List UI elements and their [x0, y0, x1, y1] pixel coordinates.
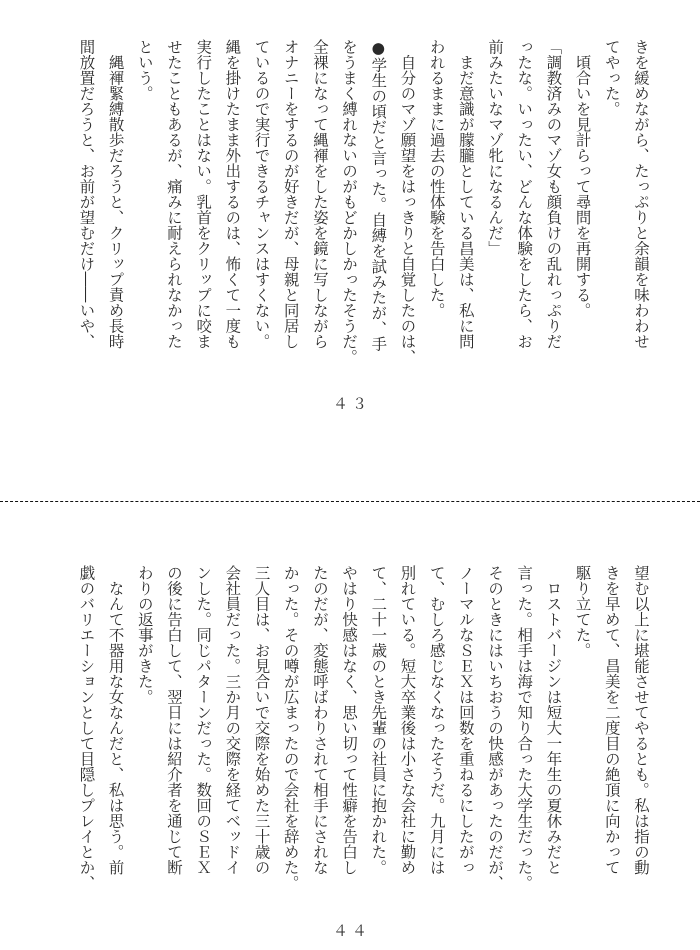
page-number: ４３ [332, 395, 371, 413]
page-number: ４４ [332, 922, 371, 940]
text-line: 縄を掛けたまま外出するのは、怖くて一度も [223, 39, 242, 349]
text-line: きを緩めながら、たっぷりと余韻を味わわせ [632, 39, 650, 349]
text-line: てやった。 [602, 39, 621, 117]
text-line: やはり快感はなく、思い切って性癖を告白し [340, 565, 359, 875]
text-line: かった。その噂が広まったので会社を辞めた。 [281, 565, 300, 891]
page-44 [0, 525, 700, 950]
text-line: 頃合いを見計らって尋問を再開する。 [573, 39, 592, 318]
text-line: ンした。同じパターンだった。数回のＳＥＸ [194, 565, 213, 875]
text-line: なんて不器用な女なんだと、私は思う。前 [106, 565, 125, 875]
text-line: 会社員だった。三か月の交際を経てベッドイ [223, 565, 242, 875]
text-line: 別れている。短大卒業後は小さな会社に勤め [398, 565, 417, 875]
text-line: 間放置だろうと、お前が望むだけ――いや、 [77, 39, 96, 349]
text-line: 前みたいなマゾ牝になるんだ」 [486, 39, 505, 256]
text-line: 縄褌緊縛散歩だろうと、クリップ責め長時 [106, 39, 125, 349]
text-line: て、むしろ感じなくなったそうだ。九月には [427, 565, 446, 875]
page-separator-dashed-line [0, 501, 700, 502]
text-line: をうまく縛れないのがもどかしかったそうだ。 [340, 39, 359, 365]
text-line: 「調教済みのマゾ女も顔負けの乱れっぷりだ [544, 39, 563, 349]
text-line: そのときにはいちおうの快感があったのだが、 [486, 565, 505, 891]
text-line: ているので実行できるチャンスはすくない。 [252, 39, 271, 349]
text-line: ロストバージンは短大一年生の夏休みだと [544, 565, 563, 875]
text-line: オナニーをするのが好きだが、母親と同居し [281, 39, 300, 349]
text-line: 全裸になって縄褌をした姿を鏡に写しながら [310, 39, 329, 349]
vertical-text-block [71, 565, 655, 891]
text-line: 戯のバリエーションとして目隠しプレイとか、 [77, 565, 96, 891]
text-line: われるままに過去の性体験を告白した。 [427, 39, 446, 318]
text-line: きを早めて、昌美を二度目の絶頂に向かって [602, 565, 621, 875]
text-line: の後に告白して、翌日には紹介者を通じて断 [165, 565, 183, 875]
text-line: 自分のマゾ願望をはっきりと自覚したのは、 [398, 39, 417, 365]
text-line: 駆り立てた。 [573, 565, 592, 658]
text-line: ノーマルなＳＥＸは回数を重ねるにしたがっ [456, 565, 475, 875]
text-line: 言った。相手は海で知り合った大学生だった。 [515, 565, 534, 891]
text-line: 実行したことはない。乳首をクリップに咬ま [194, 39, 213, 349]
text-line: まだ意識が朦朧としている昌美は、私に問 [456, 39, 475, 349]
text-line: たのだが、変態呼ばわりされて相手にされな [310, 565, 329, 875]
text-line: 三人目は、お見合いで交際を始めた三十歳の [252, 565, 271, 875]
text-line: て、二十一歳のとき先輩の社員に抱かれた。 [369, 565, 388, 875]
vertical-text-block [71, 39, 655, 365]
text-line: という。 [135, 39, 154, 101]
text-line: ●学生の頃だと言った。自縛を試みたが、手 [369, 39, 388, 352]
text-line: ったな。いったい、どんな体験をしたら、お [515, 39, 534, 349]
text-line: せたこともあるが、痛みに耐えられなかった [165, 39, 183, 349]
text-line: 望む以上に堪能させてやるとも。私は指の動 [632, 565, 650, 875]
text-line: わりの返事がきた。 [135, 565, 154, 705]
